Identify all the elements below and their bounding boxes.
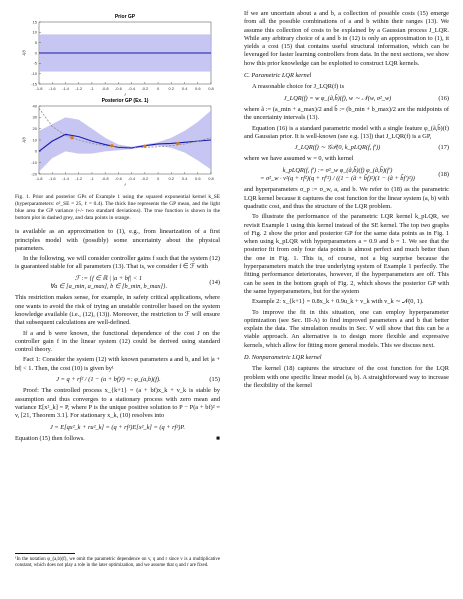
equation-15-body: J = q + rf² / (1 − (a + bf)²) =: φ_(a,b)(f). <box>56 376 161 384</box>
paragraph <box>15 435 220 443</box>
paragraph: In the following, we will consider controller gains f such that the system (12) is guaranteed stable for all parameters (13). That is, we consider f ∈ ℱ with <box>15 255 220 271</box>
y-tick-label: -5 <box>33 60 37 66</box>
equation-proof <box>15 424 220 432</box>
equation-14 <box>15 275 220 292</box>
x-tick-label: -0.8 <box>101 86 109 91</box>
equation-16 <box>244 95 449 103</box>
equation-17 <box>244 144 449 152</box>
equation-number: (16) <box>438 94 449 102</box>
data-point <box>176 142 179 145</box>
x-tick-label: 0.6 <box>194 176 201 181</box>
x-tick-label: 0 <box>156 176 160 181</box>
paragraph: If we are uncertain about a and b, a collection of possible costs (15) emerge from all the possible combinations of a and b within their ranges (13). We assume this collection of costs to be explained by a Gaussian process J_LQR. While any arbitrary choice of a and b in (12) is only an approximation to (1), it yields a cost (15) that contains useful structural information, which can be leveraged for faster learning controllers from data. In the next sections, we show how this prior knowledge can be exploited to construct LQR kernels. <box>244 10 449 67</box>
y-tick-label: 0 <box>34 50 37 56</box>
x-axis-label: f <box>124 182 126 187</box>
x-tick-label: -1.2 <box>75 86 83 91</box>
x-axis-label: f <box>124 92 126 97</box>
section-heading-c: C. Parametric LQR kernel <box>244 72 312 80</box>
x-tick-label: -1.4 <box>62 86 69 91</box>
x-tick-label: 0.2 <box>168 86 175 91</box>
equation-proof-body: J = E[qx²_k + ru²_k] = (q + rf²)E[x²_k] = (q + rf²)P. <box>50 423 185 431</box>
paragraph: where ã := (a_min + a_max)/2 and b̃ := (b_min + b_max)/2 are the midpoints of the uncertainty intervals (13). <box>244 105 449 122</box>
section-heading-d: D. Nonparametric LQR kernel <box>244 353 322 361</box>
paragraph: and hyperparameters σ_p := σ_w, a, and b. We refer to (18) as the parametric LQR kernel because it captures the cost function for the linear system (a, b) with quadratic cost, and thus the structure of the LQR problem. <box>244 186 449 210</box>
y-tick-label: 20 <box>32 126 37 132</box>
equation-number: (15) <box>209 376 220 384</box>
equation-14-line-2: ∀a ∈ [a_min, a_max], b ∈ [b_min, b_max]}. <box>49 283 168 291</box>
x-tick-label: -1.2 <box>75 176 83 181</box>
y-tick-label: 30 <box>32 114 37 120</box>
x-tick-label: 0.6 <box>194 86 201 91</box>
data-point <box>110 144 113 147</box>
example-2: Example 2: x_{k+1} = 0.8x_k + 0.9u_k + v_k with v_k ∼ 𝒩(0, 1). <box>252 298 424 306</box>
x-tick-label: -1.8 <box>35 86 43 91</box>
y-tick-label: -10 <box>31 160 37 166</box>
equation-14-line-1: ℱ := {f ∈ ℝ | |a + bf| < 1 <box>74 274 143 282</box>
y-tick-label: 10 <box>32 137 37 143</box>
proof: Proof: The controlled process x_{k+1} = (a + bf)x_k + v_k is stable by assumption and thus converges to a stationary process with zero mean and variance E[x²_k] = P, where P is the unique positive solution to P − P(a + bf)² = v, [21, Theorem 3.1]. For stationary x_k, (10) resolves into <box>15 387 220 420</box>
x-tick-label: 0.8 <box>208 86 214 91</box>
paragraph: The kernel (18) captures the structure of the cost function for the LQR problem with one specific linear model (a, b). A straightforward way to increase the flexibility of the kernel <box>244 365 449 389</box>
x-tick-label: -0.8 <box>101 176 109 181</box>
equation-number: (18) <box>438 170 449 178</box>
x-tick-label: -0.4 <box>128 86 136 91</box>
x-tick-label: -0.2 <box>141 86 149 91</box>
equation-16-body: J_LQR(f) = w φ_(ã,b̃)(f), w ∼ 𝒩(w, σ²_w) <box>283 94 392 102</box>
x-tick-label: -1.6 <box>48 176 56 181</box>
figure-1 <box>15 10 220 188</box>
equation-17-body: J_LQR(f) ∼ 𝒢𝒫(0, k_pLQR(f, f′)) <box>294 144 381 152</box>
x-tick-label: 0.4 <box>181 86 188 91</box>
y-tick-label: -15 <box>31 81 37 87</box>
chart-panel-1 <box>21 98 215 187</box>
y-tick-label: 40 <box>32 103 37 109</box>
y-tick-label: -10 <box>31 71 37 77</box>
equation-18-line-2: = σ²_w · v²(q + rf²)(q + rf′²) / ((1 − (ã + b̃f)²)(1 − (ã + b̃f′)²)) <box>260 175 415 183</box>
y-tick-label: 10 <box>32 29 37 35</box>
x-tick-label: 0.2 <box>168 176 175 181</box>
paragraph: To improve the fit in this situation, one can employ hyperparameter optimization (see Sec. III-A) to find improved parameters a and b that better explain the data. The simulation results in Sec. V will show that this can be a viable approach. An alternative is to design more flexible and expressive kernels, which allow for fitting more general models. This we discuss next. <box>244 308 449 349</box>
paragraph: If a and b were known, the functional dependence of the cost J on the controller gain f in the linear system (12) could be derived using standard control theory. <box>15 329 220 354</box>
x-tick-label: 0.8 <box>208 176 214 181</box>
right-column <box>244 10 449 392</box>
footnote-rule <box>15 553 75 554</box>
equation-number: (17) <box>438 144 449 152</box>
chart-panel-0 <box>21 14 215 97</box>
y-tick-label: -20 <box>31 171 37 177</box>
x-tick-label: -0.6 <box>114 176 122 181</box>
y-tick-label: 5 <box>34 40 37 46</box>
equation-18-line-1: k_pLQR(f, f′) := σ²_w φ_(ã,b̃)(f) φ_(ã,b̃)(f′) <box>282 166 393 174</box>
data-point <box>143 145 146 148</box>
y-tick-label: 0 <box>34 148 37 154</box>
equation-18 <box>244 167 449 184</box>
qed-icon: ■ <box>216 434 220 442</box>
x-tick-label: 0 <box>156 86 160 91</box>
paragraph: To illustrate the performance of the parametric LQR kernel k_pLQR, we revisit Example 1 using this kernel instead of the SE kernel. The top two graphs of Fig. 2 show the prior and posterior GP for the same data points as in Fig. 1 when using k_pLQR with hyperparameters a = 0.9 and b = 1. We see that the posterior fit from only four data points is almost perfect and much better than the one in Fig. 1. This is, of course, not a big surprise because the hyperparameters match the true underlying system of Example 1 perfectly. The fitting performance deteriorates, however, if the hyperparameters are off. This can be seen in the bottom graph of Fig. 2, which shows the posterior GP with the same hyperparameters, but for the system <box>244 213 449 295</box>
data-point <box>70 136 73 139</box>
x-tick-label: 0.4 <box>181 176 188 181</box>
paragraph: A reasonable choice for J_LQR(f) is <box>252 83 345 91</box>
y-axis-label: J(f) <box>21 50 26 56</box>
x-tick-label: -0.6 <box>114 86 122 91</box>
equation-number: (14) <box>209 278 220 286</box>
x-tick-label: -0.4 <box>128 176 136 181</box>
x-tick-label: -1 <box>90 176 94 181</box>
x-tick-label: -1 <box>90 86 94 91</box>
x-tick-label: -1.4 <box>62 176 69 181</box>
paragraph: This restriction makes sense, for example, in safety critical applications, where one wants to avoid the risk of trying an unstable controller based on the system knowledge available (i.e., (12), (13)). Moreover, the restriction to ℱ will ensure that subsequent calculations are well-defined. <box>15 294 220 327</box>
chart-title: Prior GP <box>114 14 136 20</box>
y-axis-label: J(f) <box>21 137 26 143</box>
fact-1: Fact 1: Consider the system (12) with known parameters a and b, and let |a + bf| < 1. Then, the cost (10) is given by¹ <box>15 356 220 372</box>
paragraph: where we have assumed w = 0, with kernel <box>244 155 354 163</box>
proof-end-text: Equation (15) then follows. <box>15 434 85 442</box>
x-tick-label: -1.8 <box>35 176 43 181</box>
figure-1-caption: Fig. 1. Prior and posterior GPs of Example 1 using the squared exponential kernel k_SE (hyperparameters: σ²_SE = 25, ℓ = 0.4). The thick line represents the GP mean, and the light blue area the GP variance (+/- two standard deviations). The true function is shown in the bottom plot in dashed grey, and data points in orange. <box>15 194 220 222</box>
x-tick-label: -1.6 <box>48 86 56 91</box>
left-column <box>15 10 220 445</box>
paragraph: Equation (16) is a standard parametric model with a single feature φ_(ã,b̃)(f) and Gaussian prior. It is well-known (see e.g. [13]) that J_LQR(f) is a GP, <box>244 124 449 140</box>
x-tick-label: -0.2 <box>141 176 149 181</box>
paragraph: is available as an approximation to (1), e.g., from linearization of a first principles model with (possibly) some uncertainty about the physical parameters. <box>15 228 220 252</box>
chart-title: Posterior GP (Ex. 1) <box>101 98 149 104</box>
equation-15 <box>15 376 220 384</box>
footnote: ¹In the notation φ_(a,b)(f), we omit the parametric dependence on v, q and r since v is a multiplicative constant, which does not play a role in the later optimization, and we assume that q and r are fixed. <box>15 557 220 569</box>
variance-band <box>39 111 211 172</box>
y-tick-label: 15 <box>32 19 37 25</box>
